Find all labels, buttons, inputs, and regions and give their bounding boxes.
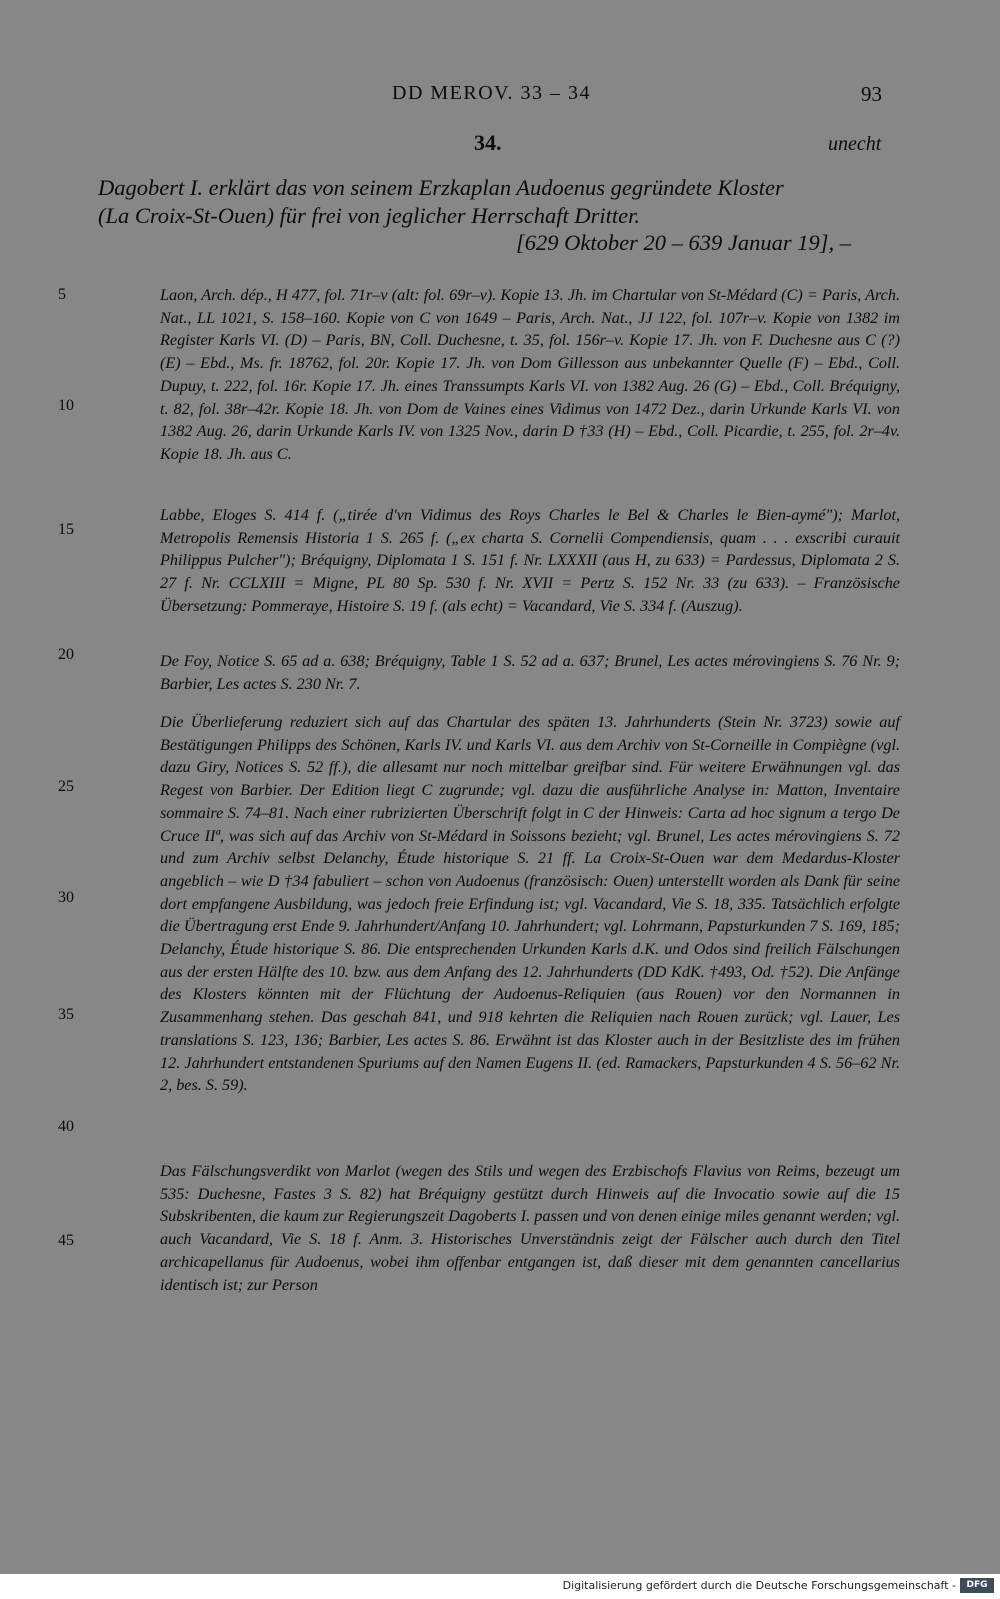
regest-line: (La Croix-St-Ouen) für frei von jeglicher Herrschaft Dritter. <box>98 203 641 228</box>
commentary-paragraph: Die Überlieferung reduziert sich auf das Chartular des späten 13. Jahrhunderts (Stein Nr. 3723) sowie auf Bestätigungen Philipps des Schönen, Karls IV. und Karls VI. aus dem Archiv von St-Corneille in Compiègne (vgl. dazu Giry, Notices S. 52 ff.), die allesamt nur noch mittelbar greifbar sind. Für weitere Erwähnungen vgl. das Regest von Barbier. Der Edition liegt C zugrunde; vgl. dazu die ausführliche Analyse in: Matton, Inventaire sommaire S. 74–81. Nach einer rubrizierten Überschrift folgt in C der Hinweis: Carta ad hoc signum a tergo De Cruce IIª, was sich auf das Archiv von St-Médard in Soissons bezieht; vgl. Brunel, Les actes mérovingiens S. 72 und zum Archiv selbst Delanchy, Étude historique S. 21 ff. La Croix-St-Ouen war dem Medardus-Kloster angeblich – wie D †34 fabuliert – schon von Audoenus (französisch: Ouen) unterstellt worden als Dank für seine dort empfangene Ausbildung, was jedoch freie Erfindung ist; vgl. Vacandard, Vie S. 18, 335. Tatsächlich erfolgte die Übertragung erst Ende 9. Jahrhundert/Anfang 10. Jahrhundert; vgl. Lohrmann, Papsturkunden 7 S. 169, 185; Delanchy, Étude historique S. 86. Die entsprechenden Urkunden Karls d.K. und Odos sind freilich Fälschungen aus der ersten Hälfte des 10. bzw. aus dem Anfang des 12. Jahrhunderts (DD KdK. †493, Od. †52). Die Anfänge des Klosters könnten mit der Flüchtung der Audoenus-Reliquien (aus Rouen) vor den Normannen in Zusammenhang stehen. Das geschah 841, und 918 kehrten die Reliquien nach Rouen zurück; vgl. Lauer, Les translations S. 123, 136; Barbier, Les actes S. 86. Erwähnt ist das Kloster auch in der Besitzliste des im frühen 12. Jahrhundert entstandenen Spuriums auf den Namen Eugens II. (ed. Ramackers, Papsturkunden 4 S. 56–62 Nr. 2, bes. S. 59). <box>160 713 900 1095</box>
line-number: 15 <box>58 521 74 538</box>
document-date: [629 Oktober 20 – 639 Januar 19], – <box>516 230 851 255</box>
footer-credit: Digitalisierung gefördert durch die Deutsche Forschungsgemeinschaft - <box>562 1579 956 1592</box>
regesta-paragraph: De Foy, Notice S. 65 ad a. 638; Bréquigny, Table 1 S. 52 ad a. 637; Brunel, Les actes mérovingiens S. 76 Nr. 9; Barbier, Les actes S. 230 Nr. 7. <box>160 652 900 693</box>
line-number: 45 <box>58 1232 74 1249</box>
footer <box>0 1574 1000 1599</box>
document-number: 34. <box>474 130 502 155</box>
line-number: 5 <box>58 286 66 303</box>
line-number: 20 <box>58 646 74 663</box>
line-number: 40 <box>58 1118 74 1135</box>
regest <box>98 174 888 230</box>
running-head <box>0 82 1000 112</box>
line-number: 30 <box>58 889 74 906</box>
manuscript-tradition-paragraph: Laon, Arch. dép., H 477, fol. 71r–v (alt: fol. 69r–v). Kopie 13. Jh. im Chartular von St-Médard (C) = Paris, Arch. Nat., LL 1021, S. 158–160. Kopie von C von 1649 – Paris, Arch. Nat., JJ 122, fol. 107r–v. Kopie von 1382 im Register Karls VI. (D) – Paris, BN, Coll. Duchesne, t. 35, fol. 156r–v. Kopie 17. Jh. von F. Duchesne aus C (?) (E) – Ebd., Ms. fr. 18762, fol. 20r. Kopie 17. Jh. von Dom Gillesson aus unbekannter Quelle (F) – Ebd., Coll. Dupuy, t. 222, fol. 16r. Kopie 17. Jh. eines Transsumpts Karls VI. von 1382 Aug. 26 (G) – Ebd., Coll. Bréquigny, t. 82, fol. 38r–42r. Kopie 18. Jh. von Dom de Vaines eines Vidimus von 1472 Dez., darin Urkunde Karls VI. von 1382 Aug. 26, darin Urkunde Karls IV. von 1325 Nov., darin D †33 (H) – Ebd., Coll. Picardie, t. 255, fol. 2r–4v. Kopie 18. Jh. aus C. <box>160 286 900 463</box>
document-status: unecht <box>828 133 882 155</box>
running-title: DD MEROV. 33 – 34 <box>392 82 592 104</box>
editions-paragraph: Labbe, Eloges S. 414 f. („tirée d'vn Vidimus des Roys Charles le Bel & Charles le Bien-aymé"); Marlot, Metropolis Remensis Historia 1 S. 265 f. („ex charta S. Cornelii Compendiensis, quam . . . exscribi curauit Philippus Pulcher"); Bréquigny, Diplomata 1 S. 151 f. Nr. LXXXII (aus H, zu 633) = Pardessus, Diplomata 2 S. 27 f. Nr. CCLXIII = Migne, PL 80 Sp. 530 f. Nr. XVII = Pertz S. 152 Nr. 33 (zu 633). – Französische Übersetzung: Pommeraye, Histoire S. 19 f. (als echt) = Vacandard, Vie S. 334 f. (Auszug). <box>160 506 900 615</box>
line-number: 25 <box>58 778 74 795</box>
regest-line: Dagobert I. erklärt das von seinem Erzkaplan Audoenus gegründete Kloster <box>98 175 784 200</box>
line-number: 35 <box>58 1006 74 1023</box>
line-number: 10 <box>58 397 74 414</box>
page-number: 93 <box>861 82 882 106</box>
forgery-verdict-paragraph: Das Fälschungsverdikt von Marlot (wegen des Stils und wegen des Erzbischofs Flavius von Reims, bezeugt um 535: Duchesne, Fastes 3 S. 82) hat Bréquigny gestützt durch Hinweis auf die Invocatio sowie auf die 15 Subskribenten, die kaum zur Regierungszeit Dagoberts I. passen und von denen einige miles genannt werden; vgl. auch Vacandard, Vie S. 18 f. Anm. 3. Historisches Unverständnis zeigt der Fälscher auch durch den Titel archicapellanus für Audoenus, wobei ihm offenbar entgangen ist, daß dieser mit dem genannten cancellarius identisch ist; zur Person <box>160 1162 900 1294</box>
dfg-logo-icon: DFG <box>960 1578 994 1593</box>
